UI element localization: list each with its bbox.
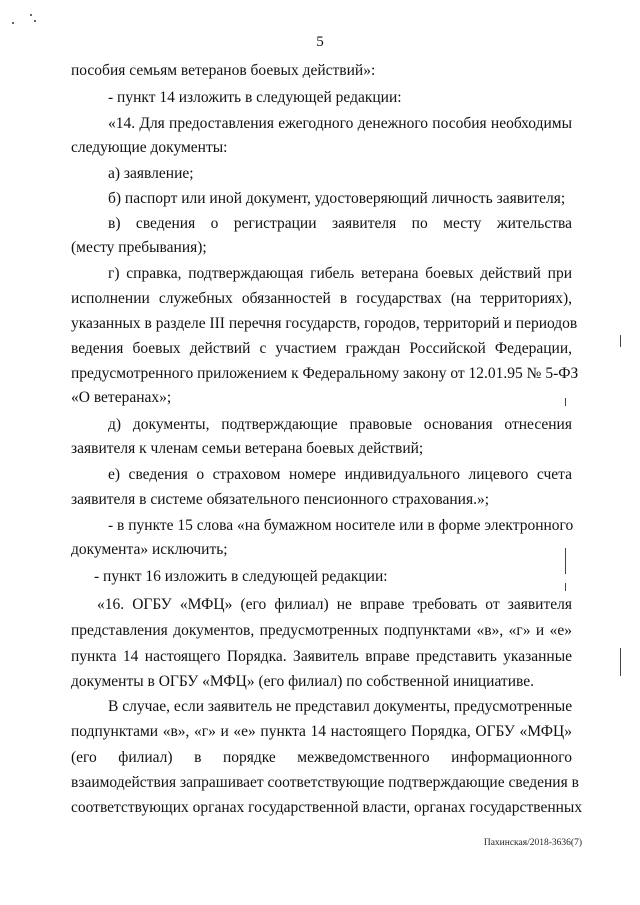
text-line: пособия семьям ветеранов боевых действий»: (71, 62, 376, 79)
scan-speck (12, 22, 14, 24)
text-line: - пункт 14 изложить в следующей редакции: (108, 89, 402, 106)
text-line: соответствующих органах государственной власти, органах государственных (71, 799, 583, 816)
text-line: документы в ОГБУ «МФЦ» (его филиал) по собственной инициативе. (71, 673, 534, 690)
text-line: «14. Для предоставления ежегодного денежного пособия необходимы (108, 115, 572, 132)
text-line: г) справка, подтверждающая гибель ветерана боевых действий при (108, 265, 572, 282)
text-line: е) сведения о страховом номере индивидуального лицевого счета (108, 466, 572, 483)
text-line: б) паспорт или иной документ, удостоверяющий личность заявителя; (108, 190, 566, 207)
text-line: а) заявление; (108, 165, 194, 182)
scan-speck (30, 14, 32, 16)
text-line: исполнении служебных обязанностей в государствах (на территориях), (71, 290, 572, 307)
text-line: «О ветеранах»; (71, 389, 172, 406)
text-line: представления документов, предусмотренных подпунктами «в», «г» и «е» (71, 622, 572, 639)
scan-speck (34, 20, 36, 22)
scan-margin-mark (620, 648, 621, 676)
document-code: Пахинская/2018-3636(7) (483, 838, 582, 848)
scan-margin-mark (565, 398, 566, 406)
scan-margin-mark (565, 548, 566, 574)
text-line: указанных в разделе III перечня государств, городов, территорий и периодов (71, 315, 578, 332)
text-line: В случае, если заявитель не представил документы, предусмотренные (108, 698, 573, 715)
text-line: следующие документы: (71, 139, 228, 156)
text-line: - пункт 16 изложить в следующей редакции: (94, 568, 388, 585)
page-number: 5 (316, 34, 324, 50)
text-line: «16. ОГБУ «МФЦ» (его филиал) не вправе требовать от заявителя (97, 596, 572, 613)
text-line: предусмотренного приложением к Федеральному закону от 12.01.95 № 5-ФЗ (71, 365, 579, 382)
text-line: взаимодействия запрашивает соответствующие подтверждающие сведения в (71, 774, 579, 791)
text-line: (месту пребывания); (71, 239, 207, 256)
text-line: - в пункте 15 слова «на бумажном носителе или в форме электронного (108, 517, 574, 534)
scan-margin-mark (620, 335, 621, 347)
text-line: ведения боевых действий с участием граждан Российской Федерации, (71, 340, 572, 357)
text-line: документа» исключить; (71, 541, 228, 558)
text-line: в) сведения о регистрации заявителя по месту жительства (108, 215, 572, 232)
text-line: заявителя в системе обязательного пенсионного страхования.»; (71, 491, 490, 508)
text-line: пункта 14 настоящего Порядка. Заявитель вправе представить указанные (71, 648, 572, 665)
text-line: (его филиал) в порядке межведомственного информационного (71, 749, 572, 766)
scan-margin-mark (565, 583, 566, 591)
text-line: д) документы, подтверждающие правовые основания отнесения (108, 416, 572, 433)
text-line: подпунктами «в», «г» и «е» пункта 14 настоящего Порядка, ОГБУ «МФЦ» (71, 723, 572, 740)
text-line: заявителя к членам семьи ветерана боевых действий; (71, 440, 424, 457)
